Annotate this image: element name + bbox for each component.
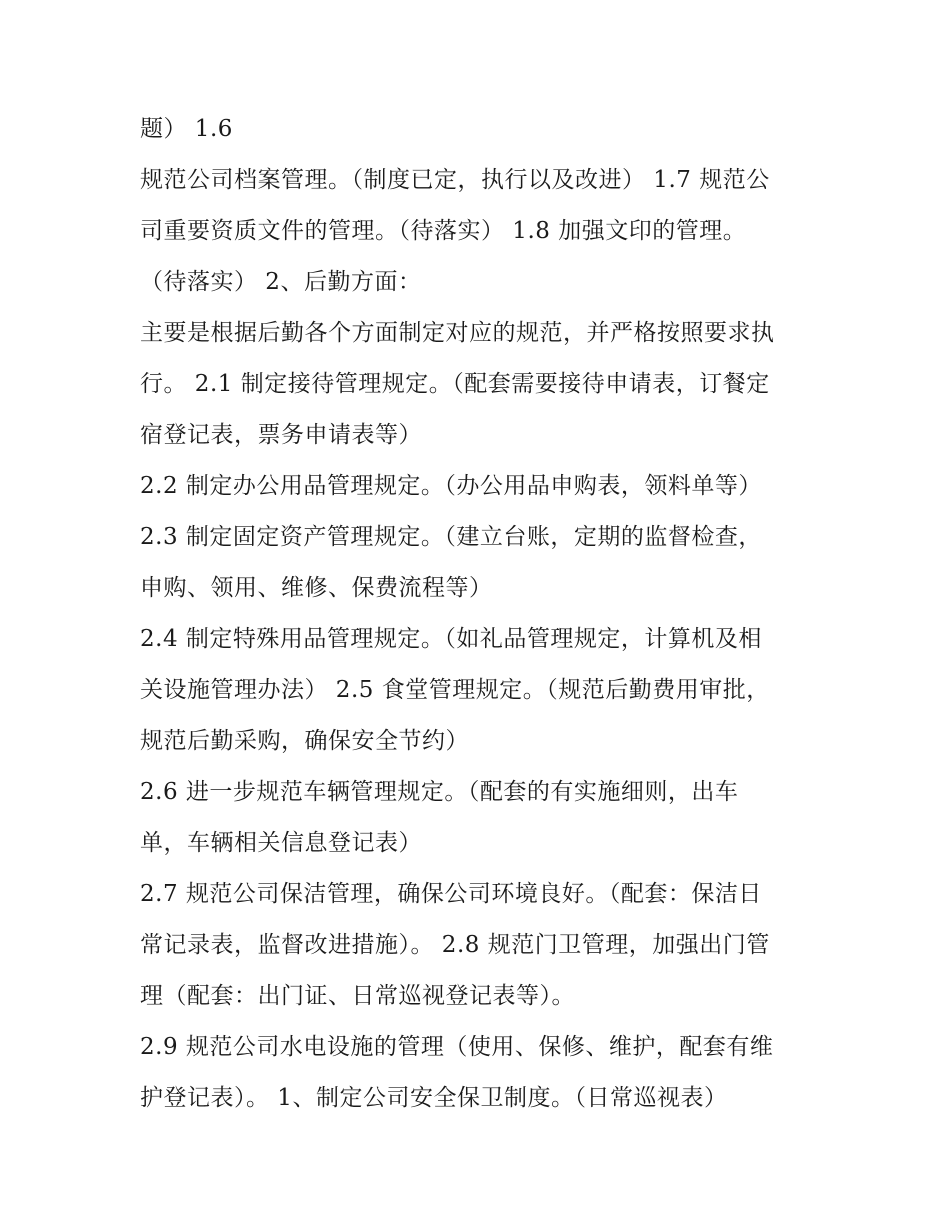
text-line: 规范公司档案管理。（制度已定，执行以及改进） 1.7 规范公 <box>140 167 770 193</box>
text-line: 规范后勤采购，确保安全节约） <box>140 728 469 754</box>
text-line: 2.6 进一步规范车辆管理规定。（配套的有实施细则，出车 <box>140 779 739 805</box>
text-line: 申购、领用、维修、保费流程等） <box>140 575 493 601</box>
text-line: 2.7 规范公司保洁管理，确保公司环境良好。（配套：保洁日 <box>140 881 762 907</box>
text-line: 理（配套：出门证、日常巡视登记表等）。 <box>140 983 575 1009</box>
text-line: （待落实） 2、后勤方面： <box>140 269 422 295</box>
text-line: 常记录表，监督改进措施）。 2.8 规范门卫管理，加强出门管 <box>140 932 770 958</box>
text-line: 题） 1.6 <box>140 116 233 142</box>
text-line: 护登记表）。 1、制定公司安全保卫制度。（日常巡视表） <box>140 1085 728 1111</box>
text-line: 主要是根据后勤各个方面制定对应的规范，并严格按照要求执 <box>140 320 775 346</box>
text-line: 司重要资质文件的管理。（待落实） 1.8 加强文印的管理。 <box>140 218 747 244</box>
text-line: 2.3 制定固定资产管理规定。（建立台账，定期的监督检查， <box>140 524 762 550</box>
document-body <box>140 104 830 1124</box>
text-line: 2.9 规范公司水电设施的管理（使用、保修、维护，配套有维 <box>140 1034 774 1060</box>
text-line: 单，车辆相关信息登记表） <box>140 830 422 856</box>
text-line: 2.2 制定办公用品管理规定。（办公用品申购表，领料单等） <box>140 473 762 499</box>
text-line: 关设施管理办法） 2.5 食堂管理规定。（规范后勤费用审批， <box>140 677 770 703</box>
text-line: 2.4 制定特殊用品管理规定。（如礼品管理规定，计算机及相 <box>140 626 762 652</box>
text-line: 宿登记表，票务申请表等） <box>140 422 422 448</box>
text-line: 行。 2.1 制定接待管理规定。（配套需要接待申请表，订餐定 <box>140 371 770 397</box>
